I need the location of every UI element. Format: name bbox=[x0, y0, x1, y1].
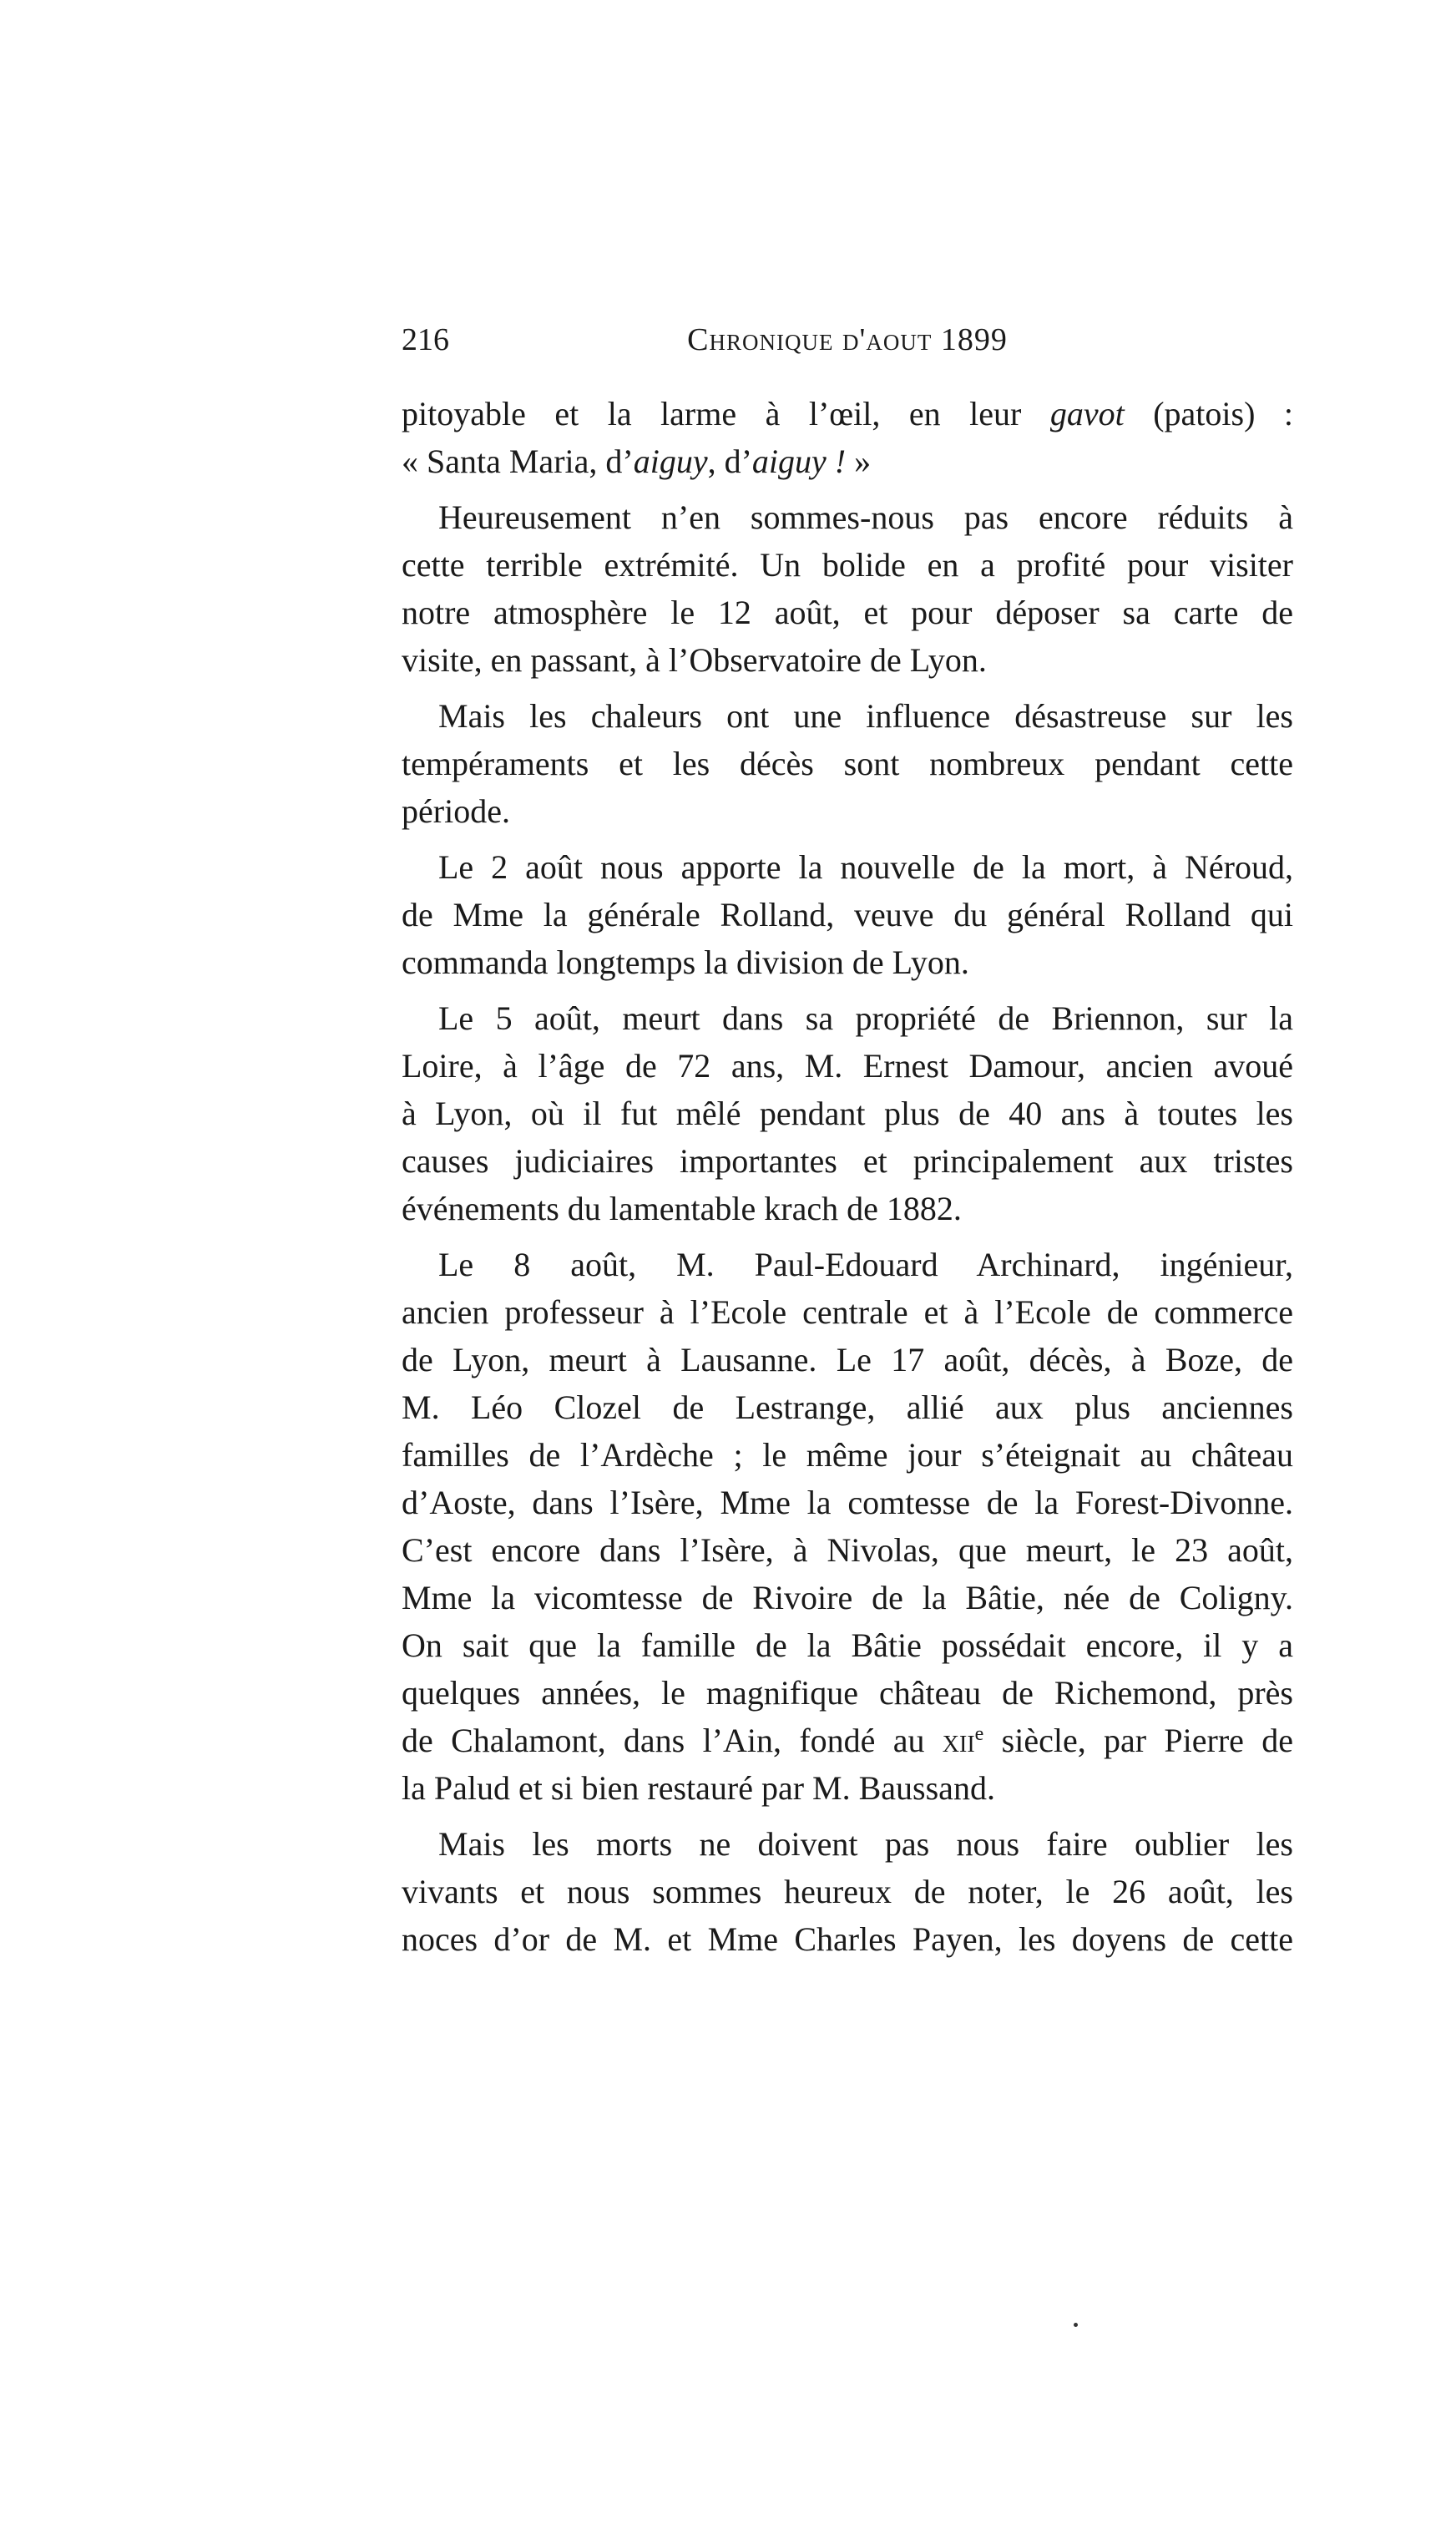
paragraph bbox=[402, 390, 1293, 485]
text-line: familles de l’Ardèche ; le même jour s’éteignait au château bbox=[402, 1436, 1293, 1474]
text-line: Le 5 août, meurt dans sa propriété de Briennon, sur la bbox=[438, 999, 1293, 1037]
paragraph bbox=[402, 994, 1293, 1232]
text-line: vivants et nous sommes heureux de noter, le 26 août, les bbox=[402, 1873, 1293, 1910]
text-line: Le 8 août, M. Paul-Edouard Archinard, ingénieur, bbox=[438, 1246, 1293, 1283]
text-line: de Mme la générale Rolland, veuve du général Rolland qui bbox=[402, 896, 1293, 933]
print-speck bbox=[1074, 2323, 1078, 2327]
running-title-year: 1899 bbox=[940, 322, 1008, 357]
text-line: causes judiciaires importantes et principalement aux tristes bbox=[402, 1142, 1293, 1180]
text-line: Mais les chaleurs ont une influence désastreuse sur les bbox=[438, 697, 1293, 735]
paragraph bbox=[402, 843, 1293, 986]
text-line: Loire, à l’âge de 72 ans, M. Ernest Damour, ancien avoué bbox=[402, 1047, 1293, 1085]
text-line: Mme la vicomtesse de Rivoire de la Bâtie, née de Coligny. bbox=[402, 1579, 1293, 1616]
page-header bbox=[402, 321, 1293, 363]
paragraph bbox=[402, 1820, 1293, 1963]
text-line: notre atmosphère le 12 août, et pour déposer sa carte de bbox=[402, 594, 1293, 631]
text-line: la Palud et si bien restauré par M. Baussand. bbox=[402, 1769, 995, 1807]
text-line: ancien professeur à l’Ecole centrale et à l’Ecole de commerce bbox=[402, 1293, 1293, 1331]
running-title bbox=[402, 321, 1293, 358]
text-line: de Lyon, meurt à Lausanne. Le 17 août, décès, à Boze, de bbox=[402, 1341, 1293, 1378]
running-title-text: Chronique d'aout bbox=[687, 322, 933, 357]
page-number: 216 bbox=[402, 322, 449, 357]
text-line: « Santa Maria, d’aiguy, d’aiguy ! » bbox=[402, 443, 872, 480]
text-line: commanda longtemps la division de Lyon. bbox=[402, 943, 969, 981]
text-line: Heureusement n’en sommes-nous pas encore réduits à bbox=[438, 498, 1293, 536]
text-line: noces d’or de M. et Mme Charles Payen, les doyens de cette bbox=[402, 1920, 1293, 1958]
text-line: Le 2 août nous apporte la nouvelle de la mort, à Néroud, bbox=[438, 848, 1293, 886]
body-text bbox=[402, 390, 1293, 1963]
text-line: à Lyon, où il fut mêlé pendant plus de 40 ans à toutes les bbox=[402, 1095, 1293, 1132]
text-line: de Chalamont, dans l’Ain, fondé au xii$^e$ siècle, par Pierre de bbox=[402, 1722, 1293, 1759]
paragraph bbox=[402, 1241, 1293, 1812]
text-line: tempéraments et les décès sont nombreux pendant cette bbox=[402, 745, 1293, 782]
text-line: d’Aoste, dans l’Isère, Mme la comtesse de la Forest-Divonne. bbox=[402, 1484, 1293, 1521]
text-line: On sait que la famille de la Bâtie possédait encore, il y a bbox=[402, 1626, 1293, 1664]
text-line: pitoyable et la larme à l’œil, en leur gavot (patois) : bbox=[402, 395, 1293, 432]
text-line: cette terrible extrémité. Un bolide en a profité pour visiter bbox=[402, 546, 1293, 584]
text-line: C’est encore dans l’Isère, à Nivolas, que meurt, le 23 août, bbox=[402, 1531, 1293, 1569]
text-line: quelques années, le magnifique château de Richemond, près bbox=[402, 1674, 1293, 1712]
text-line: Mais les morts ne doivent pas nous faire oublier les bbox=[438, 1825, 1293, 1863]
text-line: M. Léo Clozel de Lestrange, allié aux plus anciennes bbox=[402, 1388, 1293, 1426]
paragraph bbox=[402, 493, 1293, 684]
paragraph bbox=[402, 692, 1293, 835]
text-line: visite, en passant, à l’Observatoire de Lyon. bbox=[402, 641, 987, 679]
text-line: événements du lamentable krach de 1882. bbox=[402, 1190, 962, 1227]
text-line: période. bbox=[402, 792, 510, 830]
